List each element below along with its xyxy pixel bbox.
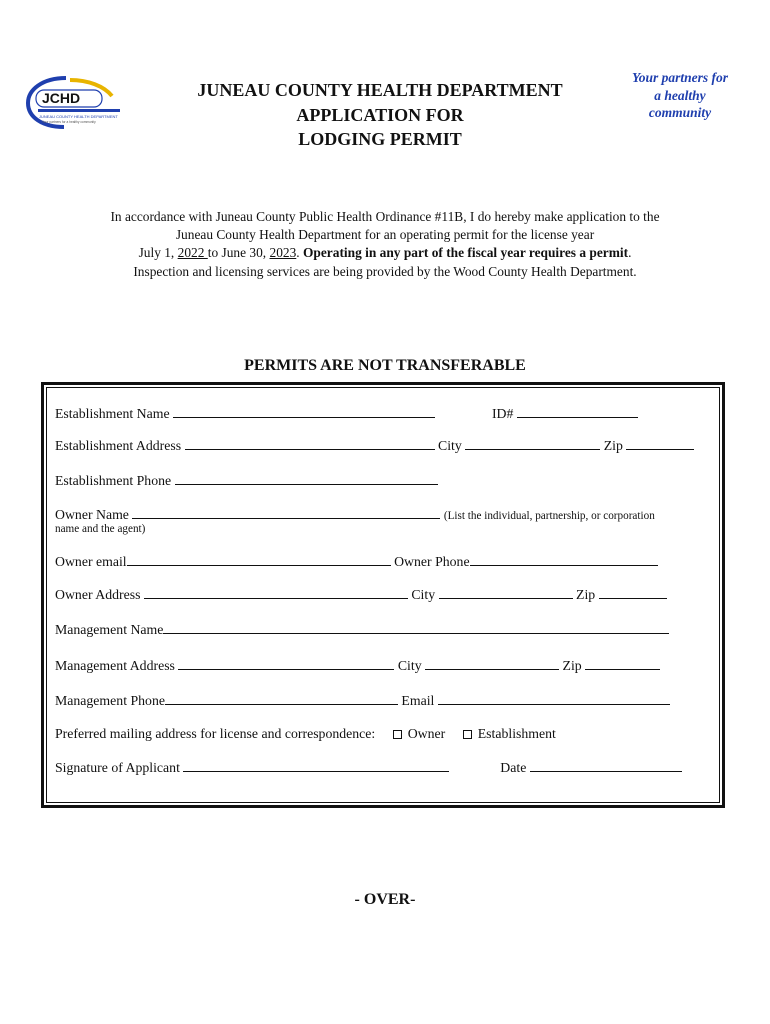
row-owner-address <box>55 586 667 603</box>
row-establishment-address <box>55 437 694 454</box>
management-address-label: Management Address <box>55 658 175 673</box>
tagline-line-3: community <box>648 105 712 120</box>
owner-name-note-continued: name and the agent) <box>55 523 146 535</box>
city-label: City <box>438 438 462 453</box>
management-address-field[interactable] <box>178 657 394 670</box>
management-name-label: Management Name <box>55 622 164 637</box>
city-label: City <box>397 658 422 673</box>
email-label: Email <box>401 693 435 708</box>
intro-line-4: Inspection and licensing services are being provided by the Wood County Health Department. <box>133 263 637 279</box>
preferred-mailing-label: Preferred mailing address for license and correspondence: <box>55 726 376 741</box>
owner-email-field[interactable] <box>127 553 391 566</box>
owner-phone-label: Owner Phone <box>394 554 470 569</box>
svg-text:Your partners for a healthy co: Your partners for a healthy community <box>42 120 96 124</box>
owner-address-label: Owner Address <box>55 587 141 602</box>
zip-label: Zip <box>603 438 623 453</box>
establishment-address-label: Establishment Address <box>55 438 182 453</box>
row-signature <box>55 759 682 776</box>
establishment-address-field[interactable] <box>185 437 435 450</box>
owner-option-label: Owner <box>407 726 446 741</box>
id-field[interactable] <box>517 405 638 418</box>
owner-phone-field[interactable] <box>470 553 658 566</box>
page-title <box>160 78 600 152</box>
establishment-phone-field[interactable] <box>175 472 438 485</box>
row-preferred-mailing <box>55 726 556 742</box>
intro-text: . <box>296 245 303 261</box>
owner-name-note: (List the individual, partnership, or corporation <box>443 510 655 522</box>
logo-text: JCHD <box>42 90 81 106</box>
establishment-option-label: Establishment <box>477 726 556 741</box>
intro-line-3 <box>40 244 730 262</box>
signature-label: Signature of Applicant <box>55 760 180 775</box>
tagline-line-2: a healthy <box>654 87 706 103</box>
zip-label: Zip <box>562 658 582 673</box>
row-establishment-phone <box>55 472 438 489</box>
owner-name-field[interactable] <box>132 506 440 519</box>
management-name-field[interactable] <box>163 621 669 634</box>
establishment-name-field[interactable] <box>173 405 435 418</box>
title-line-3: LODGING PERMIT <box>298 129 462 149</box>
not-transferable-notice: PERMITS ARE NOT TRANSFERABLE <box>244 357 526 374</box>
owner-zip-field[interactable] <box>599 586 667 599</box>
intro-line-1: In accordance with Juneau County Public Health Ordinance #11B, I do hereby make application to the <box>110 209 660 224</box>
title-line-1: JUNEAU COUNTY HEALTH DEPARTMENT <box>197 80 563 100</box>
city-label: City <box>411 587 436 602</box>
establishment-zip-field[interactable] <box>626 437 694 450</box>
row-management-name <box>55 621 669 638</box>
tagline-line-1: Your partners for <box>631 70 729 85</box>
signature-field[interactable] <box>183 759 449 772</box>
row-management-address <box>55 657 660 674</box>
establishment-checkbox[interactable] <box>463 730 472 739</box>
title-line-2: APPLICATION FOR <box>296 104 464 125</box>
management-city-field[interactable] <box>425 657 559 670</box>
row-owner-email <box>55 553 658 570</box>
tagline <box>606 69 754 122</box>
establishment-name-label: Establishment Name <box>55 406 170 421</box>
license-year-start: 2022 <box>177 245 208 261</box>
jchd-logo <box>26 74 122 130</box>
row-owner-name <box>55 506 655 523</box>
zip-label: Zip <box>576 587 596 602</box>
management-phone-label: Management Phone <box>55 693 165 708</box>
over-footer: - OVER- <box>354 891 416 908</box>
owner-checkbox[interactable] <box>393 730 402 739</box>
intro-paragraph <box>40 208 730 281</box>
management-email-field[interactable] <box>438 692 670 705</box>
intro-text: to June 30, <box>207 245 270 261</box>
intro-text: July 1, <box>138 245 178 261</box>
row-management-phone <box>55 692 670 709</box>
intro-line-2: Juneau County Health Department for an operating permit for the license year <box>175 227 595 243</box>
permit-requirement: Operating in any part of the fiscal year requires a permit <box>303 245 629 261</box>
intro-text: . <box>628 245 632 261</box>
date-label: Date <box>500 760 527 775</box>
owner-city-field[interactable] <box>439 586 573 599</box>
license-year-end: 2023 <box>269 245 297 261</box>
establishment-phone-label: Establishment Phone <box>55 473 172 488</box>
management-zip-field[interactable] <box>585 657 660 670</box>
establishment-city-field[interactable] <box>465 437 600 450</box>
row-establishment-name <box>55 405 638 422</box>
owner-name-label: Owner Name <box>55 507 129 522</box>
svg-text:JUNEAU COUNTY HEALTH DEPARTMEN: JUNEAU COUNTY HEALTH DEPARTMENT <box>39 114 118 119</box>
owner-email-label: Owner email <box>55 554 127 569</box>
date-field[interactable] <box>530 759 682 772</box>
id-label: ID# <box>491 406 514 421</box>
owner-address-field[interactable] <box>144 586 408 599</box>
management-phone-field[interactable] <box>165 692 398 705</box>
